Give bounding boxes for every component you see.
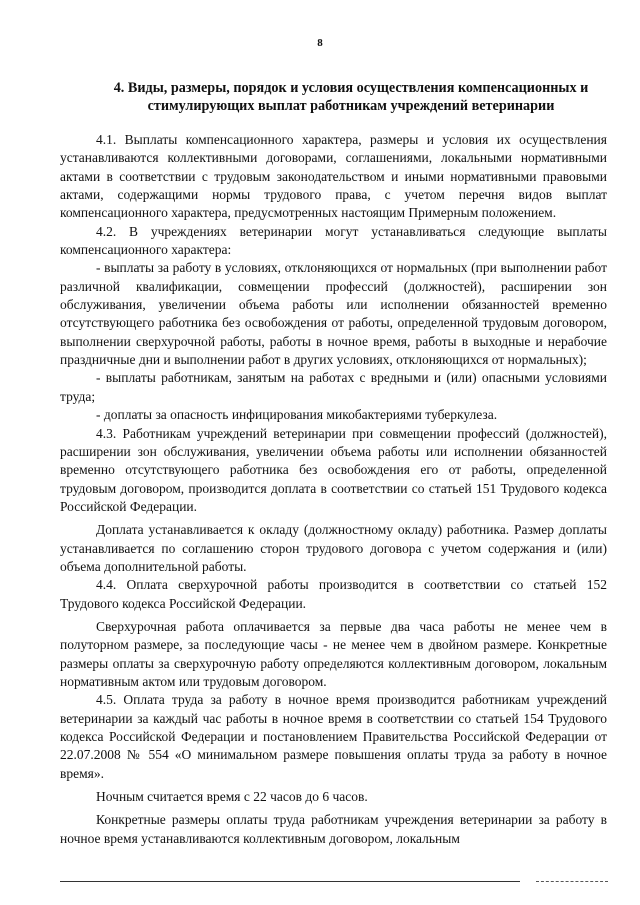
paragraph-4-2: 4.2. В учреждениях ветеринарии могут устанавливаться следующие выплаты компенсационного характера: [60, 223, 607, 258]
paragraph-night-time: Ночным считается время с 22 часов до 6 часов. [96, 789, 368, 805]
paragraph-additional-pay: Доплата устанавливается к окладу (должностному окладу) работника. Размер доплаты устанавливается по соглашению сторон трудового договора с учетом содержания и (или) объема дополнительной работы. [60, 522, 607, 574]
paragraph-4-1: 4.1. Выплаты компенсационного характера, размеры и условия их осуществления устанавливаются коллективными договорами, соглашениями, локальными нормативными актами в соответствии с трудовым законодательством и иными нормативными правовыми актами, содержащими нормы трудового права, с учетом перечня видов выплат компенсационного характера, предусмотренных настоящим Примерным положением. [60, 132, 607, 221]
section-heading-line-2: стимулирующих выплат работникам учреждений ветеринарии [147, 98, 555, 114]
list-item-tuberculosis-risk: - доплаты за опасность инфицирования микобактериями туберкулеза. [96, 407, 498, 423]
section-heading-line-1: 4. Виды, размеры, порядок и условия осуществления компенсационных и [113, 80, 589, 96]
paragraph-overtime-pay: Сверхурочная работа оплачивается за первые два часа работы не менее чем в полуторном размере, за последующие часы - не менее чем в двойном размере. Конкретные размеры оплаты за сверхурочную работу определяются коллективным договором, локальным нормативным актом или трудовым договором. [60, 618, 607, 689]
paragraph-4-5: 4.5. Оплата труда за работу в ночное время производится работникам учреждений ветеринарии за каждый час работы в ночное время в соответствии со статьей 154 Трудового кодекса Российской Федерации и постановлением Правительства Российской Федерации от 22.07.2008 № 554 «О минимальном размере повышения оплаты труда за работу в ночное время». [60, 692, 607, 781]
paragraph-4-4: 4.4. Оплата сверхурочной работы производится в соответствии со статьей 152 Трудового кодекса Российской Федерации. [60, 577, 607, 611]
list-item-work-conditions: - выплаты за работу в условиях, отклоняющихся от нормальных (при выполнении работ различной квалификации, совмещении профессий (должностей), расширении зон обслуживания, увеличении объема работы или исполнении обязанностей временно отсутствующего работника без освобождения от работы, определенной трудовым договором, выполнении сверхурочной работы, работы в ночное время, работы в выходные и нерабочие праздничные дни и выполнении работ в других условиях, отклоняющихся от нормальных); [60, 260, 607, 368]
footer-rule-tail [536, 881, 608, 882]
document-body [60, 131, 607, 848]
footer-rule [60, 881, 520, 882]
paragraph-night-pay: Конкретные размеры оплаты труда работникам учреждения ветеринарии за работу в ночное время устанавливаются коллективным договором, локальным [60, 812, 607, 846]
paragraph-4-3: 4.3. Работникам учреждений ветеринарии при совмещении профессий (должностей), расширении зон обслуживания, увеличении объема работы или исполнении обязанностей временно отсутствующего работника без освобождения его от работы, определенной трудовым договором, производится доплата в соответствии со статьей 151 Трудового кодекса Российской Федерации. [60, 425, 607, 514]
page-number: 8 [317, 37, 323, 49]
section-heading [95, 79, 607, 115]
list-item-hazardous-conditions: - выплаты работникам, занятым на работах с вредными и (или) опасными условиями труда; [60, 370, 607, 404]
